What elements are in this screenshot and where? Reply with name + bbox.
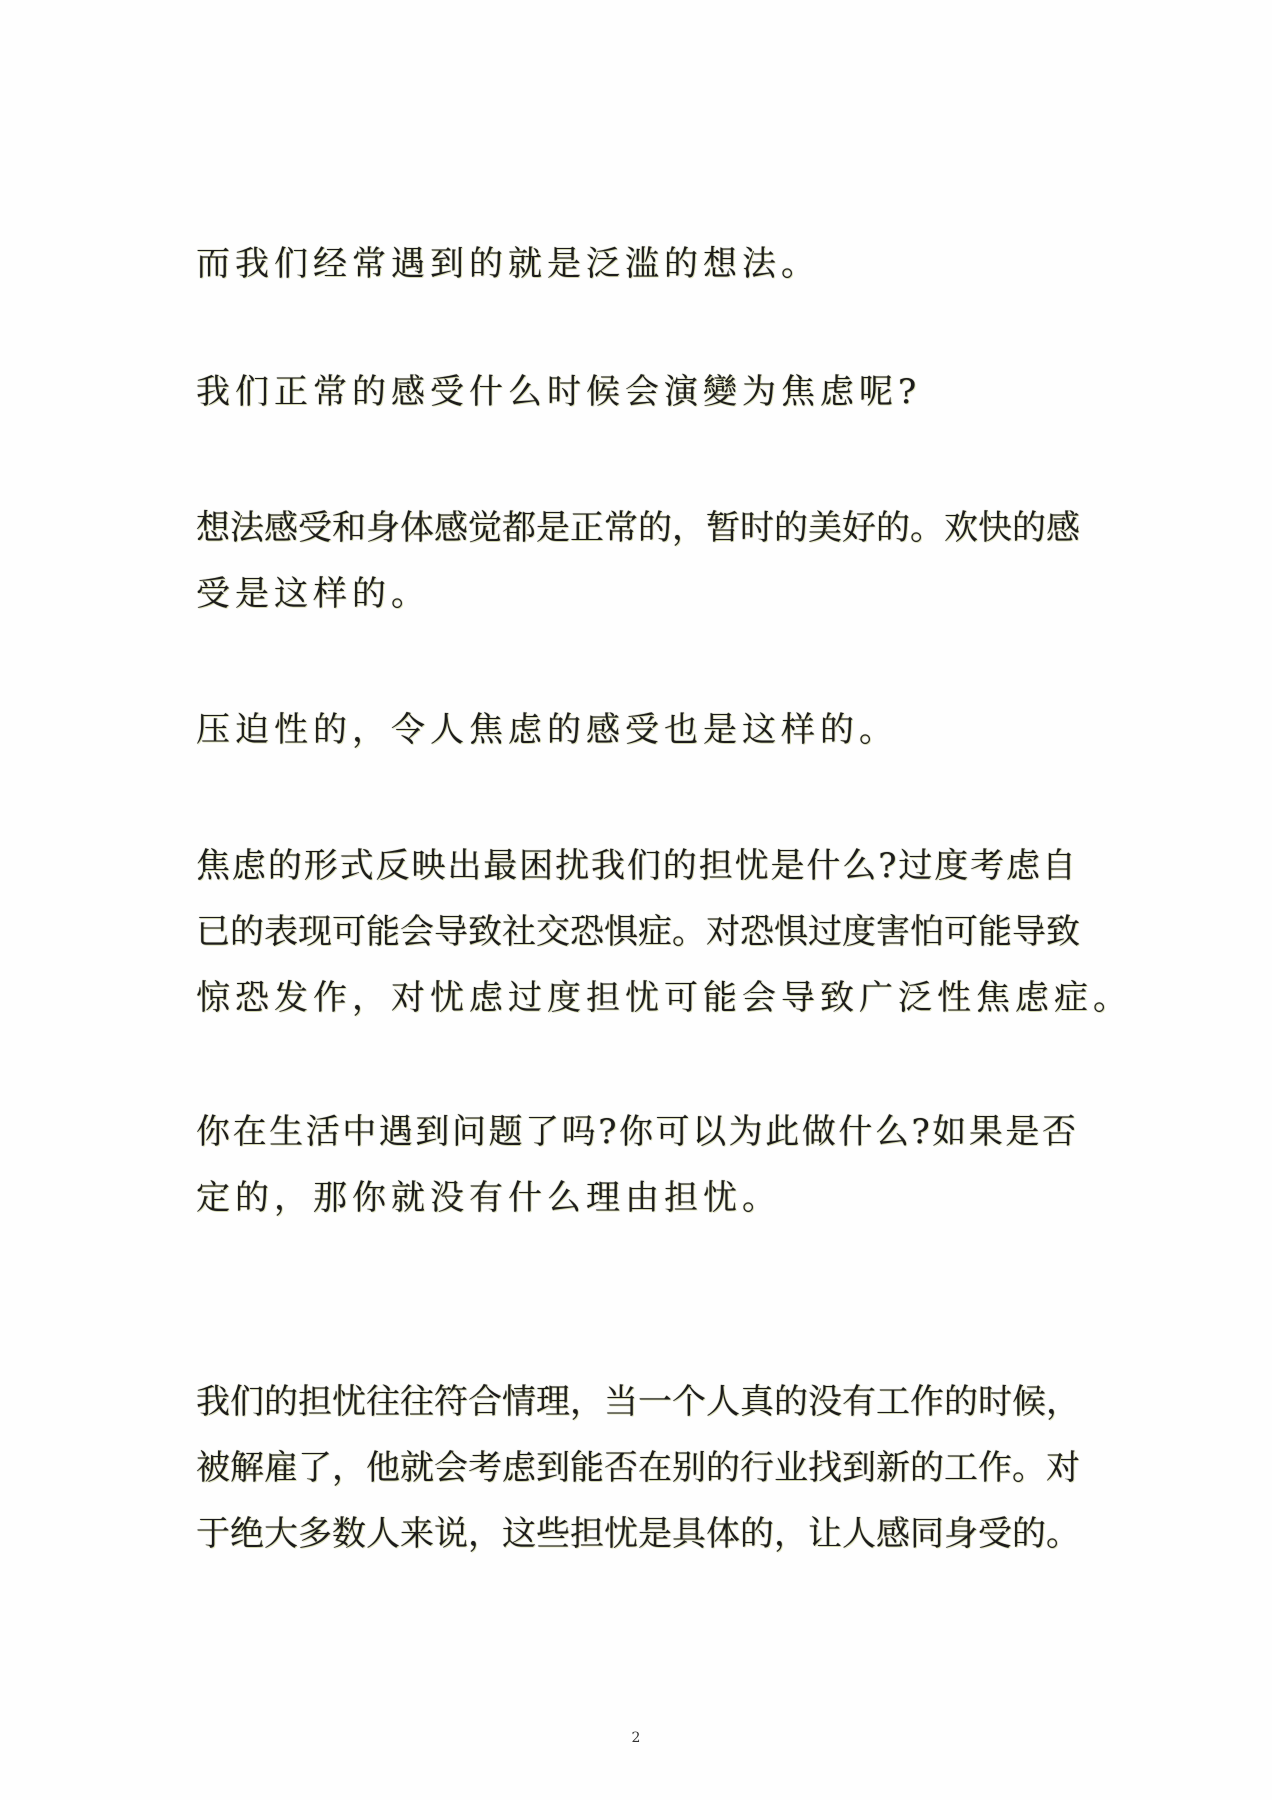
paragraph-line: 惊恐发作，对忧虑过度担忧可能会导致广泛性焦虑症。 [196,978,1132,1018]
paragraph-line: 受是这样的。 [196,574,430,614]
paragraph-line: 被解雇了，他就会考虑到能否在别的行业找到新的工作。对 [196,1448,1080,1488]
paragraph-line: 已的表现可能会导致社交恐惧症。对恐惧过度害怕可能导致 [196,912,1080,952]
paragraph-line: 定的，那你就没有什么理由担忧。 [196,1178,781,1218]
paragraph-line: 你在生活中遇到问题了吗?你可以为此做什么?如果是否 [196,1112,1076,1152]
paragraph-line: 压迫性的，令人焦虑的感受也是这样的。 [196,710,898,750]
paragraph-line: 想法感受和身体感觉都是正常的，暂时的美好的。欢快的感 [196,508,1080,548]
page-number: 2 [631,1730,641,1746]
paragraph-line: 焦虑的形式反映出最困扰我们的担忧是什么?过度考虑自 [196,846,1076,886]
paragraph-line: 于绝大多数人来说，这些担忧是具体的，让人感同身受的。 [196,1514,1080,1554]
paragraph-line: 我们正常的感受什么时候会演變为焦虑呢? [196,372,922,412]
paragraph-line: 而我们经常遇到的就是泛滥的想法。 [196,244,820,284]
paragraph-line: 我们的担忧往往符合情理，当一个人真的没有工作的时候， [196,1382,1080,1422]
